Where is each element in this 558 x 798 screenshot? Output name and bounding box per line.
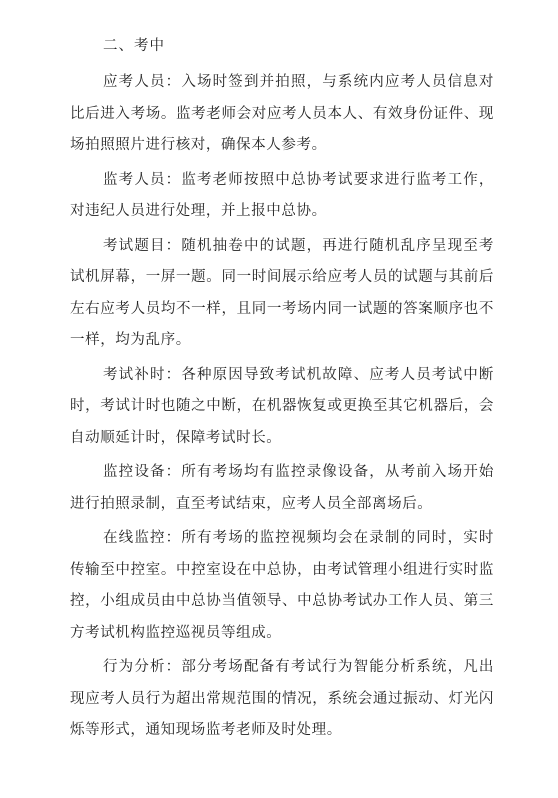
paragraph-candidates bbox=[70, 67, 494, 162]
paragraph-time-compensation bbox=[70, 360, 494, 455]
paragraph-monitoring-equipment bbox=[70, 457, 494, 520]
paragraph-label: 监考人员： bbox=[103, 171, 182, 188]
paragraph-label: 考试补时： bbox=[103, 366, 182, 383]
paragraph-text: 部分考场配备有考试行为智能分析系统，凡出现应考人员行为超出常规范围的情况，系统会通过振动、灯光闪烁等形式，通知现场监考老师及时处理。 bbox=[70, 659, 494, 738]
paragraph-text: 各种原因导致考试机故障、应考人员考试中断时，考试计时也随之中断，在机器恢复或更换至其它机器后，会自动顺延计时，保障考试时长。 bbox=[70, 366, 494, 446]
paragraph-label: 监控设备： bbox=[103, 464, 182, 480]
paragraph-behavior-analysis bbox=[70, 652, 494, 747]
document-page bbox=[70, 35, 494, 750]
section-heading: 二、考中 bbox=[103, 38, 165, 54]
paragraph-text: 入场时签到并拍照，与系统内应考人员信息对比后进入考场。监考老师会对应考人员本人、有效身份证件、现场拍照照片进行核对，确保本人参考。 bbox=[70, 74, 494, 153]
paragraph-text: 所有考场均有监控录像设备，从考前入场开始进行拍照录制，直至考试结束，应考人员全部离场后。 bbox=[70, 464, 494, 512]
paragraph-online-monitoring bbox=[70, 523, 494, 649]
paragraph-label: 行为分析： bbox=[103, 659, 182, 675]
paragraph-exam-questions bbox=[70, 231, 494, 357]
paragraph-invigilators bbox=[70, 165, 494, 228]
paragraph-text: 所有考场的监控视频均会在录制的同时，实时传输至中控室。中控室设在中总协，由考试管理小组进行实时监控，小组成员由中总协当值领导、中总协考试办工作人员、第三方考试机构监控巡视员等组成。 bbox=[70, 530, 494, 641]
paragraph-text: 监考老师按照中总协考试要求进行监考工作，对违纪人员进行处理，并上报中总协。 bbox=[70, 171, 494, 219]
paragraph-text: 随机抽卷中的试题，再进行随机乱序呈现至考试机屏幕，一屏一题。同一时间展示给应考人员的试题与其前后左右应考人员均不一样，且同一考场内同一试题的答案顺序也不一样，均为乱序。 bbox=[70, 237, 494, 348]
paragraph-label: 在线监控： bbox=[103, 530, 182, 546]
paragraph-label: 应考人员： bbox=[103, 74, 182, 90]
paragraph-label: 考试题目： bbox=[103, 237, 182, 254]
